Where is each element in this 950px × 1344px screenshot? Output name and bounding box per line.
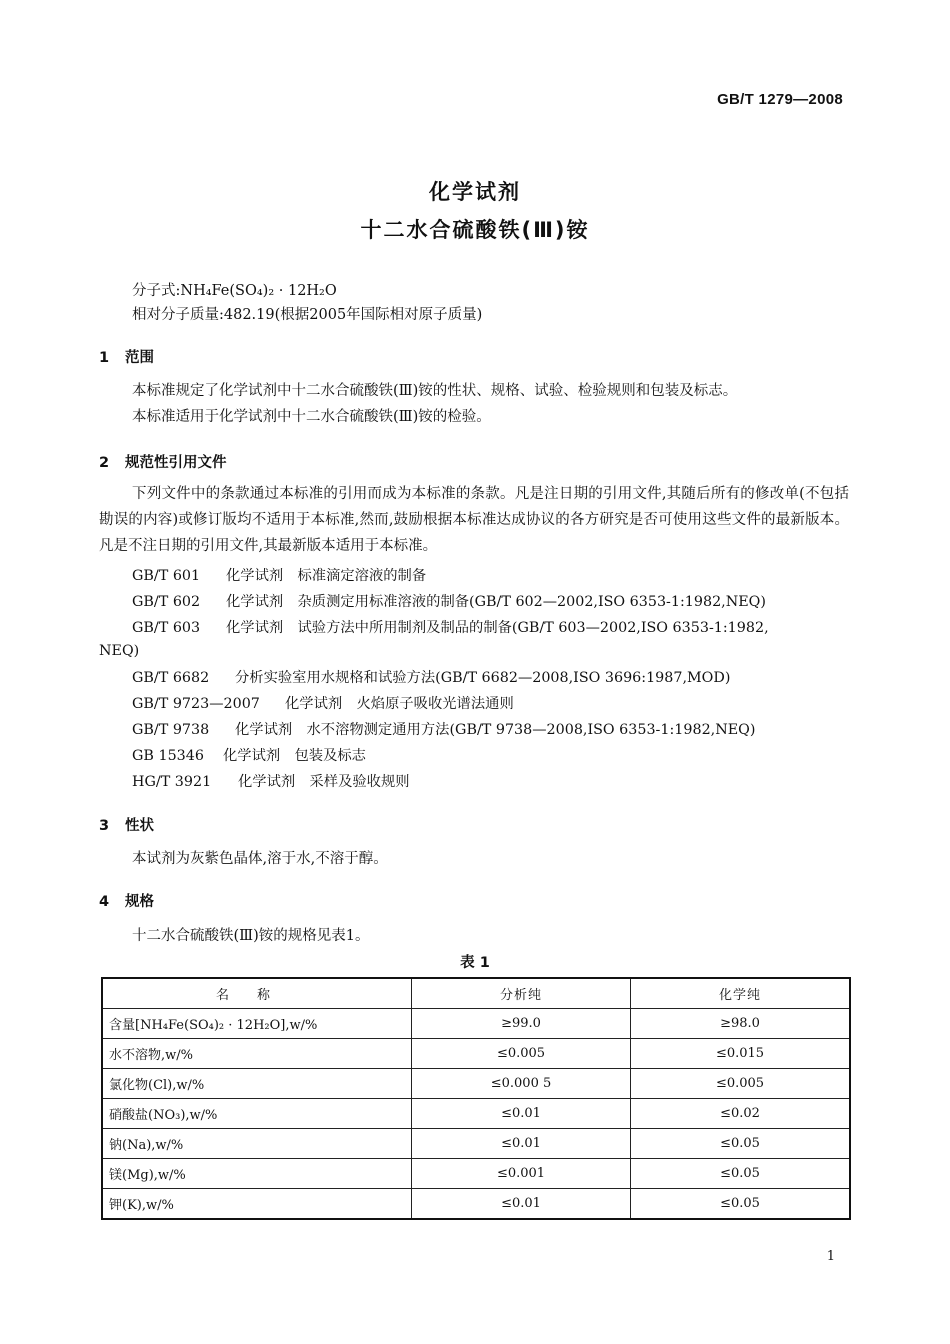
table-row	[102, 1069, 850, 1099]
table-row	[102, 1099, 850, 1129]
relative-molecular-mass: 相对分子质量:482.19(根据2005年国际相对原子质量)	[132, 307, 483, 323]
value-cp: ≤0.005	[631, 1069, 851, 1099]
section-1-heading	[99, 346, 154, 367]
reference-item: HG/T 3921 化学试剂 采样及验收规则	[132, 774, 410, 790]
section-2-intro: 下列文件中的条款通过本标准的引用而成为本标准的条款。凡是注日期的引用文件,其随后所有的修改单(不包括勘误的内容)或修订版均不适用于本标准,然而,鼓励根据本标准达成协议的各方研究是否可使用这些文件的最新版本。凡是不注日期的引用文件,其最新版本适用于本标准。	[99, 486, 849, 554]
molecular-formula: 分子式:NH₄Fe(SO₄)₂ · 12H₂O	[132, 283, 337, 299]
table-row	[102, 1159, 850, 1189]
section-number: 3	[99, 818, 110, 834]
item-name: 水不溶物,w/%	[102, 1039, 412, 1069]
value-cp: ≤0.015	[631, 1039, 851, 1069]
document-title-line2: 十二水合硫酸铁(Ⅲ)铵	[360, 218, 590, 242]
section-title: 性状	[125, 818, 154, 834]
table-header-row	[102, 978, 850, 1009]
document-title-line1: 化学试剂	[429, 180, 521, 204]
section-title: 范围	[125, 350, 154, 366]
section-number: 2	[99, 455, 110, 471]
value-ar: ≤0.01	[412, 1099, 631, 1129]
value-cp: ≤0.05	[631, 1189, 851, 1220]
section-title: 规格	[125, 894, 154, 910]
table-row	[102, 1129, 850, 1159]
section-number: 4	[99, 894, 110, 910]
item-name: 钾(K),w/%	[102, 1189, 412, 1220]
section-4-heading	[99, 890, 154, 911]
item-name: 硝酸盐(NO₃),w/%	[102, 1099, 412, 1129]
section-3-text: 本试剂为灰紫色晶体,溶于水,不溶于醇。	[132, 851, 388, 867]
section-1-paragraph: 本标准规定了化学试剂中十二水合硫酸铁(Ⅲ)铵的性状、规格、试验、检验规则和包装及标志。	[132, 383, 738, 399]
section-4-text: 十二水合硫酸铁(Ⅲ)铵的规格见表1。	[132, 928, 370, 944]
standard-code: GB/T 1279—2008	[717, 91, 843, 108]
reference-item-continuation: NEQ)	[99, 643, 140, 659]
reference-item: GB/T 601 化学试剂 标准滴定溶液的制备	[132, 568, 427, 584]
reference-item: GB/T 6682 分析实验室用水规格和试验方法(GB/T 6682—2008,ISO 3696:1987,MOD)	[132, 670, 731, 686]
table-row	[102, 1189, 850, 1220]
reference-item: GB/T 602 化学试剂 杂质测定用标准溶液的制备(GB/T 602—2002,ISO 6353-1:1982,NEQ)	[132, 594, 766, 610]
value-cp: ≤0.05	[631, 1129, 851, 1159]
value-cp: ≥98.0	[631, 1009, 851, 1039]
value-ar: ≤0.005	[412, 1039, 631, 1069]
section-number: 1	[99, 350, 110, 366]
section-1-paragraph: 本标准适用于化学试剂中十二水合硫酸铁(Ⅲ)铵的检验。	[132, 409, 491, 425]
column-header-name: 名称	[102, 978, 412, 1009]
column-header-chemically-pure: 化学纯	[631, 978, 851, 1009]
table-row	[102, 1009, 850, 1039]
value-ar: ≤0.000 5	[412, 1069, 631, 1099]
value-cp: ≤0.02	[631, 1099, 851, 1129]
item-name: 镁(Mg),w/%	[102, 1159, 412, 1189]
page-number: 1	[826, 1249, 835, 1264]
reference-item: GB/T 603 化学试剂 试验方法中所用制剂及制品的制备(GB/T 603—2002,ISO 6353-1:1982,	[132, 620, 769, 636]
value-ar: ≥99.0	[412, 1009, 631, 1039]
table-row	[102, 1039, 850, 1069]
reference-item: GB 15346 化学试剂 包装及标志	[132, 748, 366, 764]
specification-table	[101, 977, 851, 1220]
value-ar: ≤0.01	[412, 1189, 631, 1220]
reference-item: GB/T 9723—2007 化学试剂 火焰原子吸收光谱法通则	[132, 696, 514, 712]
section-title: 规范性引用文件	[125, 455, 227, 471]
item-name: 含量[NH₄Fe(SO₄)₂ · 12H₂O],w/%	[102, 1009, 412, 1039]
value-ar: ≤0.001	[412, 1159, 631, 1189]
reference-item: GB/T 9738 化学试剂 水不溶物测定通用方法(GB/T 9738—2008,ISO 6353-1:1982,NEQ)	[132, 722, 756, 738]
value-cp: ≤0.05	[631, 1159, 851, 1189]
item-name: 钠(Na),w/%	[102, 1129, 412, 1159]
value-ar: ≤0.01	[412, 1129, 631, 1159]
item-name: 氯化物(Cl),w/%	[102, 1069, 412, 1099]
column-header-analytical-reagent: 分析纯	[412, 978, 631, 1009]
section-3-heading	[99, 814, 154, 835]
section-2-heading	[99, 451, 227, 472]
table-caption: 表 1	[460, 955, 490, 971]
